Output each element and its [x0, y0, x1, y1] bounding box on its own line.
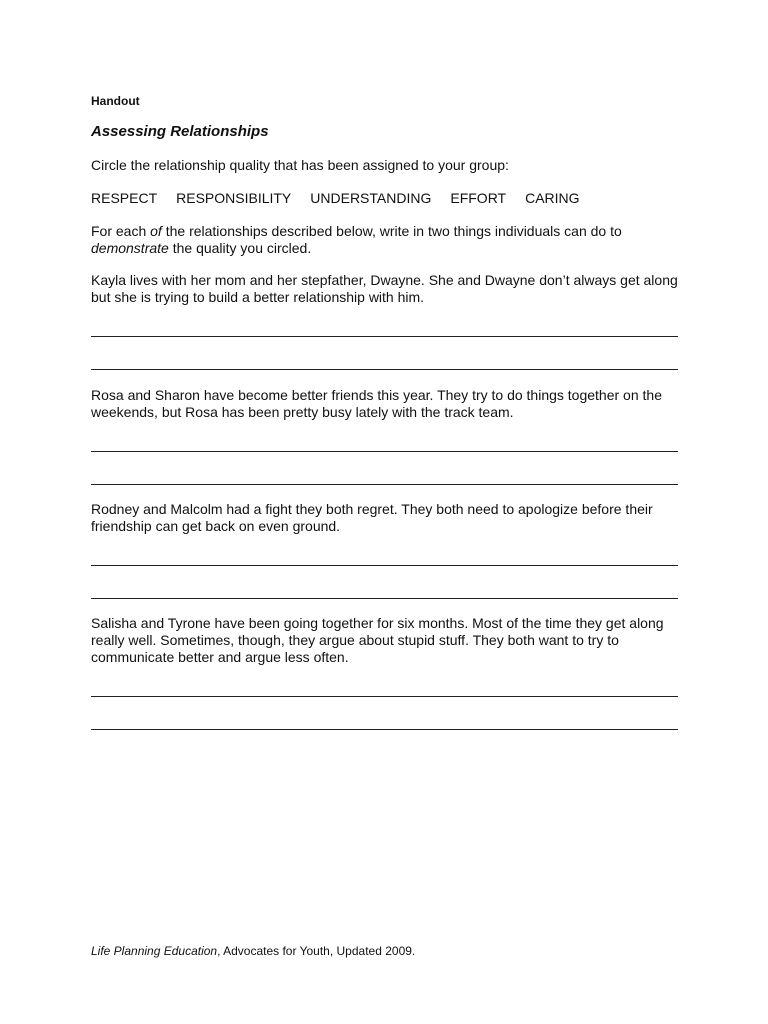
answer-line[interactable] [91, 565, 678, 566]
answer-line[interactable] [91, 336, 678, 337]
scenario-1-text [91, 272, 691, 306]
footer-publication: Life Planning Education [91, 944, 218, 958]
scenario-4-line2: really well. Sometimes, though, they argue about stupid stuff. They both want to try to [91, 632, 619, 648]
directions-part2: the relationships described below, write in two things individuals can do to [161, 223, 622, 239]
footer-source: , Advocates for Youth, Updated 2009. [217, 944, 416, 958]
scenario-2-text [91, 387, 691, 421]
scenario-4-text [91, 615, 691, 666]
scenario-4-line3: communicate better and argue less often. [91, 649, 349, 665]
scenario-3-line2: friendship can get back on even ground. [91, 518, 341, 534]
answer-line[interactable] [91, 369, 678, 370]
answer-line[interactable] [91, 696, 678, 697]
answer-line[interactable] [91, 451, 678, 452]
footer-citation [91, 944, 415, 958]
quality-respect: RESPECT [91, 190, 158, 206]
directions-part1: For each [91, 223, 151, 239]
instruction-text: Circle the relationship quality that has been assigned to your group: [91, 157, 509, 173]
directions-italic-demonstrate: demonstrate [91, 240, 169, 256]
scenario-2-line2: weekends, but Rosa has been pretty busy lately with the track team. [91, 404, 514, 420]
answer-line[interactable] [91, 729, 678, 730]
scenario-3-text [91, 501, 691, 535]
scenario-4-line1: Salisha and Tyrone have been going together for six months. Most of the time they get along [91, 615, 664, 631]
qualities-list [91, 190, 599, 206]
directions-text [91, 223, 691, 257]
scenario-1-line2: but she is trying to build a better relationship with him. [91, 289, 425, 305]
quality-understanding: UNDERSTANDING [310, 190, 432, 206]
scenario-1-line1: Kayla lives with her mom and her stepfather, Dwayne. She and Dwayne don’t always get along [91, 272, 678, 288]
answer-line[interactable] [91, 484, 678, 485]
scenario-3-line1: Rodney and Malcolm had a fight they both regret. They both need to apologize before their [91, 501, 653, 517]
quality-caring: CARING [525, 190, 580, 206]
quality-responsibility: RESPONSIBILITY [176, 190, 292, 206]
directions-part3: the quality you circled. [168, 240, 312, 256]
handout-label: Handout [91, 94, 140, 108]
scenario-2-line1: Rosa and Sharon have become better friends this year. They try to do things together on the [91, 387, 662, 403]
page-title: Assessing Relationships [91, 123, 269, 140]
answer-line[interactable] [91, 598, 678, 599]
directions-italic-of: of [150, 223, 162, 239]
quality-effort: EFFORT [450, 190, 507, 206]
